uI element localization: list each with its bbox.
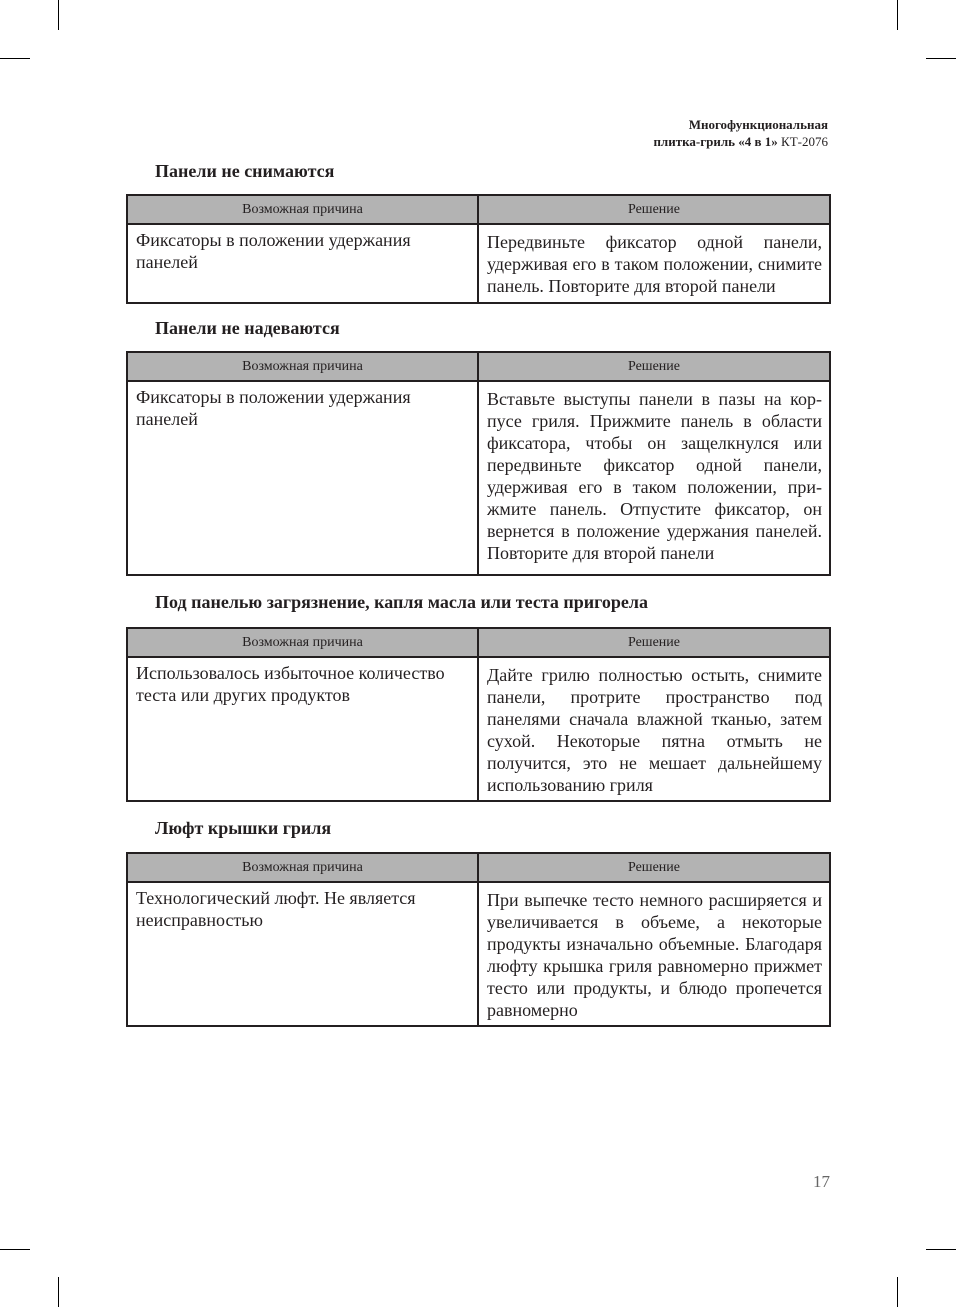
header-solution: Решение xyxy=(478,195,830,224)
header-solution: Решение xyxy=(478,628,830,657)
running-head-title: Многофункциональная xyxy=(688,117,828,132)
solution-cell: Передвиньте фиксатор одной панели, удерживая его в таком положении, снимите панель. Повторите для второй панели xyxy=(478,224,830,303)
section-title: Панели не надеваются xyxy=(155,318,340,338)
section-title: Панели не снимаются xyxy=(155,161,335,181)
cause-cell: Фиксаторы в положении удержания панелей xyxy=(127,381,478,575)
table-row xyxy=(127,882,830,1026)
troubleshooting-table xyxy=(126,351,831,576)
header-cause: Возможная причина xyxy=(127,195,478,224)
header-cause: Возможная причина xyxy=(127,628,478,657)
section-title: Люфт крышки гриля xyxy=(155,818,332,838)
troubleshooting-table xyxy=(126,194,831,304)
crop-mark xyxy=(926,58,956,59)
table-header-row xyxy=(127,195,830,224)
table-header-row xyxy=(127,352,830,381)
running-head xyxy=(653,116,828,150)
header-cause: Возможная причина xyxy=(127,352,478,381)
header-cause: Возможная причина xyxy=(127,853,478,882)
running-head-product xyxy=(653,133,828,150)
cause-cell: Использовалось избыточное количество теста или других продуктов xyxy=(127,657,478,801)
crop-mark xyxy=(926,1249,956,1250)
troubleshooting-table xyxy=(126,852,831,1027)
solution-cell: Дайте грилю полностью остыть, снимите панели, протрите пространство под панелями сначала влажной тканью, затем сухой. Некоторые пятна отмыть не получится, это не мешает дальнейшему использованию гриля xyxy=(478,657,830,801)
crop-mark xyxy=(58,0,59,30)
table-row xyxy=(127,224,830,303)
table-header-row xyxy=(127,853,830,882)
solution-cell: Вставьте выступы панели в пазы на корпусе гриля. Прижмите панель в области фиксатора, чтобы он защелкнулся или передвиньте фиксатор одной панели, удерживая его в таком положении, прижмите панель. Отпустите фиксатор, он вернется в положение удержания панелей. Повторите для второй панели xyxy=(478,381,830,575)
crop-mark xyxy=(58,1277,59,1307)
model-number: КТ-2076 xyxy=(777,134,828,149)
crop-mark xyxy=(897,1277,898,1307)
crop-mark xyxy=(897,0,898,30)
table-row xyxy=(127,657,830,801)
table-row xyxy=(127,381,830,575)
cause-cell: Технологический люфт. Не является неисправностью xyxy=(127,882,478,1026)
header-solution: Решение xyxy=(478,352,830,381)
crop-mark xyxy=(0,58,30,59)
solution-cell: При выпечке тесто немного расширяется и увеличивается в объеме, а некоторые продукты изначально объемные. Благодаря люфту крышка гриля равномерно прижмет тесто или продукты, и блюдо пропечется равномерно xyxy=(478,882,830,1026)
table-header-row xyxy=(127,628,830,657)
header-solution: Решение xyxy=(478,853,830,882)
page-number: 17 xyxy=(813,1172,830,1191)
section-title: Под панелью загрязнение, капля масла или теста пригорела xyxy=(155,592,648,612)
troubleshooting-table xyxy=(126,627,831,802)
cause-cell: Фиксаторы в положении удержания панелей xyxy=(127,224,478,303)
product-name: плитка-гриль «4 в 1» xyxy=(653,134,778,149)
crop-mark xyxy=(0,1249,30,1250)
